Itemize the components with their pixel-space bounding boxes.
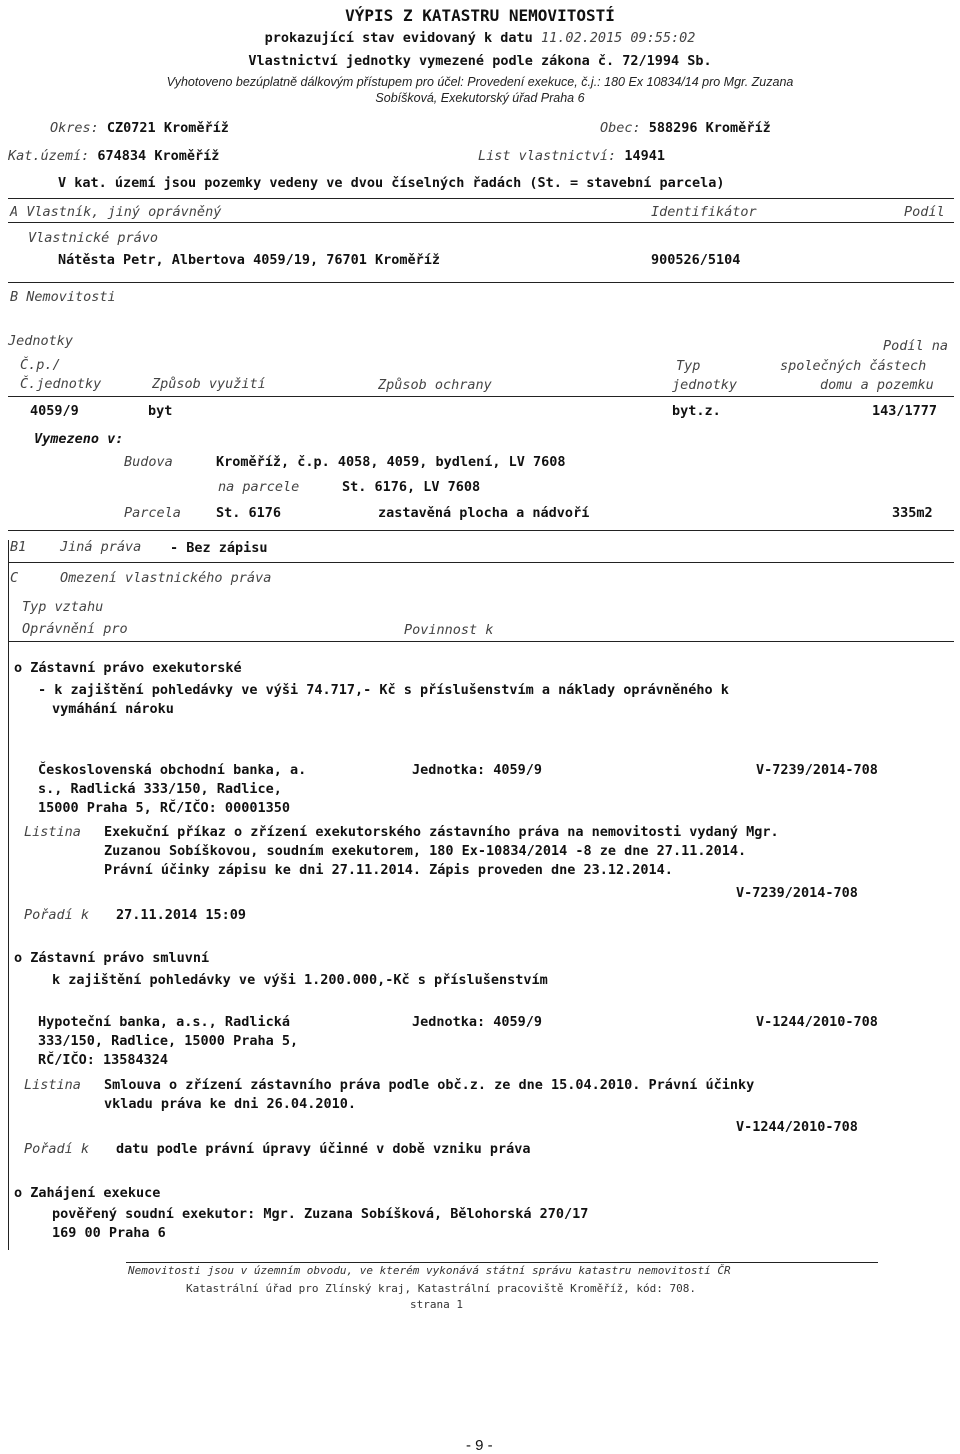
creditor-line-3: 15000 Praha 5, RČ/IČO: 00001350 <box>38 800 290 816</box>
entry-2-order-label: Pořadí k <box>24 1141 90 1157</box>
entitled-header: Oprávnění pro <box>22 621 128 637</box>
section-c-code: C <box>10 570 19 586</box>
law-line: Vlastnictví jednotky vymezené podle zákona č. 72/1994 Sb. <box>248 53 712 69</box>
parcel-area: 335m2 <box>892 505 933 521</box>
duty-header: Povinnost k <box>404 622 494 638</box>
entry-1-document-label: Listina <box>24 824 81 840</box>
entry-2-document-line-1: Smlouva o zřízení zástavního práva podle obč.z. ze dne 15.04.2010. Právní účinky <box>104 1077 755 1093</box>
entry-1-document-ref: V-7239/2014-708 <box>736 885 858 901</box>
obec-row <box>600 120 771 136</box>
entry-1-order-value: 27.11.2014 15:09 <box>116 907 247 923</box>
okres-row <box>50 120 229 136</box>
state-date-value: 11.02.2015 09:55:02 <box>540 30 696 46</box>
section-b-title: B Nemovitosti <box>10 289 116 305</box>
execution-start-entry-title: o Zahájení exekuce <box>14 1185 161 1201</box>
creditor-line-1: Československá obchodní banka, a. <box>38 762 307 778</box>
owner-name-address: Nátěsta Petr, Albertova 4059/19, 76701 Kroměříž <box>58 252 441 268</box>
parcel-kind: zastavěná plocha a nádvoří <box>378 505 590 521</box>
section-b1-title: Jiná práva <box>60 539 142 555</box>
state-date-prefix: prokazující stav evidovaný k datu <box>264 30 533 46</box>
share-header-1: Podíl na <box>883 338 949 354</box>
lien-executor-amount-cont: vymáhání nároku <box>52 701 174 717</box>
section-c-header-rule <box>8 641 954 642</box>
footer-line-2: Katastrální úřad pro Zlínský kraj, Katastrální pracoviště Kroměříž, kód: 708. <box>186 1282 696 1295</box>
unit-usage: byt <box>148 403 173 419</box>
lien-executor-entry-title: o Zástavní právo exekutorské <box>14 660 242 676</box>
unit-type: byt.z. <box>672 403 721 419</box>
footer-line-1: Nemovitosti jsou v územním obvodu, ve kterém vykonává státní správu katastru nemovitostí ČR <box>128 1264 731 1277</box>
document-title: VÝPIS Z KATASTRU NEMOVITOSTÍ <box>345 6 615 25</box>
protection-header: Způsob ochrany <box>378 377 492 393</box>
entry-1-order-label: Pořadí k <box>24 907 90 923</box>
section-a-header-rule <box>8 222 954 223</box>
on-parcel-value: St. 6176, LV 7608 <box>342 479 481 495</box>
entry-1-document-line-2: Zuzanou Sobíškovou, soudním exekutorem, 180 Ex-10834/2014 -8 ze dne 27.11.2014. <box>104 843 747 859</box>
lv-label: List vlastnictví: <box>478 148 617 164</box>
share-column-header: Podíl <box>904 204 945 220</box>
execution-executor: pověřený soudní exekutor: Mgr. Zuzana Sobíšková, Bělohorská 270/17 <box>52 1206 589 1222</box>
bullet-icon: o <box>14 950 23 966</box>
state-date-line <box>0 30 960 46</box>
bullet-icon: o <box>14 660 23 676</box>
left-margin-line <box>8 540 9 1250</box>
execution-executor-address: 169 00 Praha 6 <box>52 1225 166 1241</box>
bullet-icon: o <box>14 1185 23 1201</box>
building-label: Budova <box>124 454 173 470</box>
parcel-value: St. 6176 <box>216 505 282 521</box>
cp-header-2: Č.jednotky <box>20 376 102 392</box>
section-c-rule <box>8 562 954 563</box>
katuzemi-value: 674834 Kroměříž <box>97 148 220 164</box>
entry-2-document-line-2: vkladu práva ke dni 26.04.2010. <box>104 1096 356 1112</box>
units-heading: Jednotky <box>8 333 74 349</box>
entry-2-unit: Jednotka: 4059/9 <box>412 1014 543 1030</box>
share-header-3: domu a pozemku <box>820 377 934 393</box>
unit-number: 4059/9 <box>30 403 79 419</box>
okres-value: CZ0721 Kroměříž <box>106 120 229 136</box>
obec-value: 588296 Kroměříž <box>648 120 771 136</box>
unit-type-header-2: jednotky <box>672 377 738 393</box>
entry-2-document-ref: V-1244/2010-708 <box>736 1119 858 1135</box>
share-header-2: společných částech <box>780 358 927 374</box>
lv-value: 14941 <box>624 148 665 164</box>
creditor-line-2: s., Radlická 333/150, Radlice, <box>38 781 282 797</box>
parcel-label: Parcela <box>124 505 181 521</box>
lien-contract-amount: k zajištění pohledávky ve výši 1.200.000,-Kč s příslušenstvím <box>52 972 548 988</box>
identifier-column-header: Identifikátor <box>651 204 757 220</box>
usage-header: Způsob využití <box>152 376 266 392</box>
ownership-right-type: Vlastnické právo <box>28 230 159 246</box>
section-b1-code: B1 <box>10 539 27 555</box>
issued-line-1: Vyhotoveno bezúplatně dálkovým přístupem pro účel: Provedení exekuce, č.j.: 180 Ex 10834/14 pro Mgr. Zuzana <box>166 75 794 89</box>
section-b1-value: - Bez zápisu <box>170 540 268 556</box>
katuzemi-label: Kat.území: <box>8 148 90 164</box>
building-value: Kroměříž, č.p. 4058, 4059, bydlení, LV 7608 <box>216 454 566 470</box>
okres-label: Okres: <box>50 120 99 136</box>
lv-row <box>478 148 665 164</box>
owner-identifier: 900526/5104 <box>651 252 741 268</box>
defined-in-label: Vymezeno v: <box>34 431 124 447</box>
parcel-series-note: V kat. území jsou pozemky vedeny ve dvou číselných řadách (St. = stavební parcela) <box>58 175 725 191</box>
on-parcel-label: na parcele <box>218 479 300 495</box>
lien-contract-entry-title: o Zástavní právo smluvní <box>14 950 210 966</box>
unit-share: 143/1777 <box>872 403 938 419</box>
relation-type-header: Typ vztahu <box>22 599 104 615</box>
section-c-title: Omezení vlastnického práva <box>60 570 272 586</box>
footer-page-label: strana 1 <box>410 1298 463 1311</box>
section-b1-rule <box>8 530 954 531</box>
entry-1-unit: Jednotka: 4059/9 <box>412 762 543 778</box>
cp-header-1: Č.p./ <box>20 357 61 373</box>
entry-1-document-line-1: Exekuční příkaz o zřízení exekutorského zástavního práva na nemovitosti vydaný Mgr. <box>104 824 779 840</box>
entry-2-order-value: datu podle právní úpravy účinné v době vzniku práva <box>116 1141 531 1157</box>
lien-executor-amount: - k zajištění pohledávky ve výši 74.717,- Kč s příslušenstvím a náklady oprávněného k <box>38 682 729 698</box>
page-number: - 9 - <box>466 1437 493 1454</box>
entry-2-document-label: Listina <box>24 1077 81 1093</box>
bank-line-1: Hypoteční banka, a.s., Radlická <box>38 1014 290 1030</box>
units-header-rule <box>8 396 954 397</box>
section-b-rule <box>8 282 954 283</box>
obec-label: Obec: <box>600 120 641 136</box>
entry-1-ref: V-7239/2014-708 <box>756 762 878 778</box>
bank-line-3: RČ/IČO: 13584324 <box>38 1052 169 1068</box>
unit-type-header-1: Typ <box>676 358 701 374</box>
entry-1-document-line-3: Právní účinky zápisu ke dni 27.11.2014. Zápis proveden dne 23.12.2014. <box>104 862 673 878</box>
section-a-title: A Vlastník, jiný oprávněný <box>10 204 222 220</box>
footer-rule <box>126 1262 878 1263</box>
issued-line-2: Sobíšková, Exekutorský úřad Praha 6 <box>375 91 585 105</box>
bank-line-2: 333/150, Radlice, 15000 Praha 5, <box>38 1033 299 1049</box>
entry-2-ref: V-1244/2010-708 <box>756 1014 878 1030</box>
katuzemi-row <box>8 148 219 164</box>
section-a-rule <box>8 198 954 199</box>
